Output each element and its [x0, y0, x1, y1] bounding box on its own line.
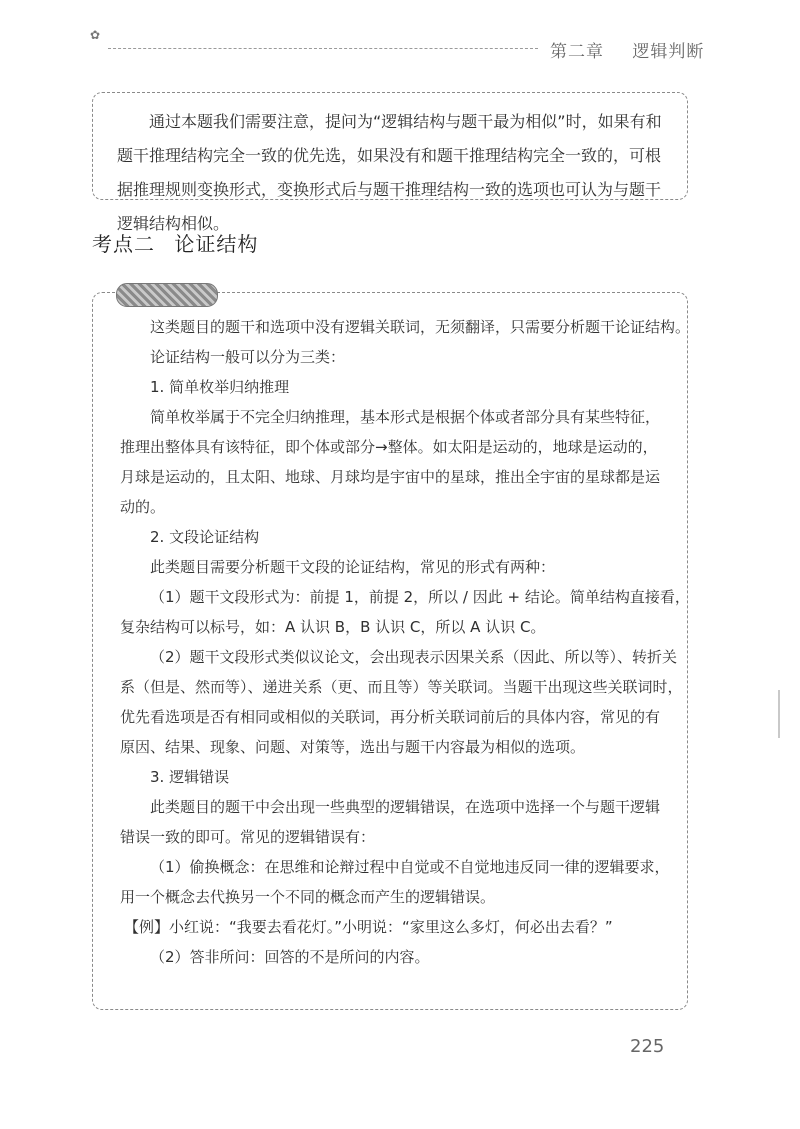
tips-line: 动的。: [120, 498, 166, 516]
tips-line: 此类题目需要分析题干文段的论证结构，常见的形式有两种：: [150, 558, 556, 576]
tips-line: 原因、结果、现象、问题、对策等，选出与题干内容最为相似的选项。: [120, 738, 586, 756]
tips-line: （1）偷换概念：在思维和论辩过程中自觉或不自觉地违反同一律的逻辑要求，: [150, 858, 670, 876]
tips-line: 简单枚举属于不完全归纳推理，基本形式是根据个体或者部分具有某些特征，: [150, 408, 661, 426]
tips-line: 推理出整体具有该特征，即个体或部分→整体。如太阳是运动的，地球是运动的，: [120, 438, 658, 456]
tips-line: 1. 简单枚举归纳推理: [150, 378, 290, 396]
note-text: 通过本题我们需要注意，提问为“逻辑结构与题干最为相似”时，如果有和题干推理结构完全一致的优先选，如果没有和题干推理结构完全一致的，可根据推理规则变换形式，变换形式后与题干推理结构一致的选项也可认为与题干逻辑结构相似。: [117, 112, 662, 233]
tips-line: 论证结构一般可以分为三类：: [150, 348, 346, 366]
tips-line: 2. 文段论证结构: [150, 528, 260, 546]
tips-line: （2）题干文段形式类似议论文，会出现表示因果关系（因此、所以等）、转折关: [150, 648, 678, 666]
section-heading: [92, 228, 258, 257]
tips-line: （1）题干文段形式为：前提 1，前提 2，所以 / 因此 + 结论。简单结构直接看，: [150, 588, 690, 606]
tips-line: 用一个概念去代换另一个不同的概念而产生的逻辑错误。: [120, 888, 496, 906]
tips-line: 错误一致的即可。常见的逻辑错误有：: [120, 828, 376, 846]
page-number: 225: [630, 1036, 665, 1057]
scan-mark: [778, 690, 780, 738]
tips-line: 系（但是、然而等）、递进关系（更、而且等）等关联词。当题干出现这些关联词时，: [120, 678, 683, 696]
tips-line: 优先看选项是否有相同或相似的关联词，再分析关联词前后的具体内容，常见的有: [120, 708, 661, 726]
section-number: 考点二: [92, 232, 155, 256]
tips-line: （2）答非所问：回答的不是所问的内容。: [150, 948, 430, 966]
section-title: 论证结构: [174, 232, 259, 256]
tips-tab-badge: [116, 283, 218, 307]
tips-body: [120, 312, 691, 972]
tips-line: 3. 逻辑错误: [150, 768, 230, 786]
tips-line: 月球是运动的，且太阳、地球、月球均是宇宙中的星球，推出全宇宙的星球都是运: [120, 468, 661, 486]
header-ornament: ✿: [90, 28, 101, 42]
tips-line: 此类题目的题干中会出现一些典型的逻辑错误，在选项中选择一个与题干逻辑: [150, 798, 661, 816]
chapter-title: 逻辑判断: [632, 42, 705, 62]
header-rule: [108, 48, 538, 49]
note-box: [92, 92, 688, 233]
example-line: 【例】小红说：“我要去看花灯。”小明说：“家里这么多灯，何必出去看？”: [124, 918, 613, 936]
tips-line: 复杂结构可以标号，如：A 认识 B，B 认识 C，所以 A 认识 C。: [120, 618, 546, 636]
chapter-label: 第二章: [550, 42, 604, 62]
running-header: [550, 37, 704, 62]
tips-line: 这类题目的题干和选项中没有逻辑关联词，无须翻译，只需要分析题干论证结构。: [150, 318, 691, 336]
